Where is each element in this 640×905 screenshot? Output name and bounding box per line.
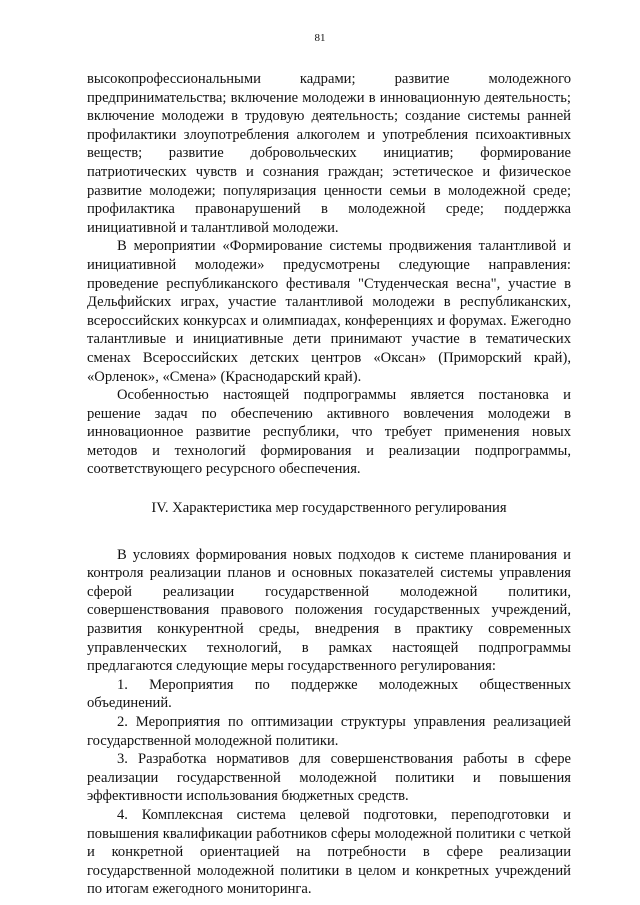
list-item: 4. Комплексная система целевой подготовки, переподготовки и повышения квалификации работников сферы молодежной политики с четкой и конкретной ориентацией на потребности в сфере реализации государственной молодежной политики в целом и конкретных учреждений по итогам ежегодного мониторинга. (87, 806, 571, 898)
document-body (87, 70, 571, 899)
list-item: 1. Мероприятия по поддержке молодежных общественных объединений. (87, 676, 571, 712)
paragraph: высокопрофессиональными кадрами; развитие молодежного предпринимательства; включение молодежи в инновационную деятельность; включение молодежи в трудовую деятельность; создание системы ранней профилактики злоупотребления алкоголем и употребления психоактивных веществ; развитие добровольческих инициатив; формирование патриотических чувств и сознания граждан; эстетическое и физическое развитие молодежи; популяризация ценности семьи в молодежной среде; профилактика правонарушений в молодежной среде; поддержка инициативной и талантливой молодежи. (87, 71, 571, 236)
list-item: 2. Мероприятия по оптимизации структуры управления реализацией государственной молодежной политики. (87, 714, 571, 749)
list-item: 3. Разработка нормативов для совершенствования работы в сфере реализации государственной молодежной политики и повышения эффективности использования бюджетных средств. (87, 751, 571, 805)
paragraph: В условиях формирования новых подходов к системе планирования и контроля реализации планов и основных показателей системы управления сферой реализации государственной молодежной политики, совершенствования правового положения государственных учреждений, развития конкурентной среды, внедрения в практику современных управленческих технологий, в рамках настоящей подпрограммы предлагаются следующие меры государственного регулирования: (87, 546, 571, 675)
page-number: 81 (314, 32, 326, 44)
section-heading: IV. Характеристика мер государственного регулирования (151, 500, 507, 517)
paragraph: В мероприятии «Формирование системы продвижения талантливой и инициативной молодежи» предусмотрены следующие направления: проведение республиканского фестиваля "Студенческая весна", участие в Дельфийских играх, участие талантливой молодежи в республиканских, всероссийских конкурсах и олимпиадах, конференциях и форумах. Ежегодно талантливые и инициативные дети принимают участие в тематических сменах Всероссийских детских центров «Оксан» (Приморский край), «Орленок», «Смена» (Краснодарский край). (87, 238, 571, 385)
paragraph: Особенностью настоящей подпрограммы является постановка и решение задач по обеспечению активного вовлечения молодежи в инновационное развитие республики, что требует применения новых методов и технологий формирования и реализации подпрограммы, соответствующего ресурсного обеспечения. (87, 387, 571, 478)
